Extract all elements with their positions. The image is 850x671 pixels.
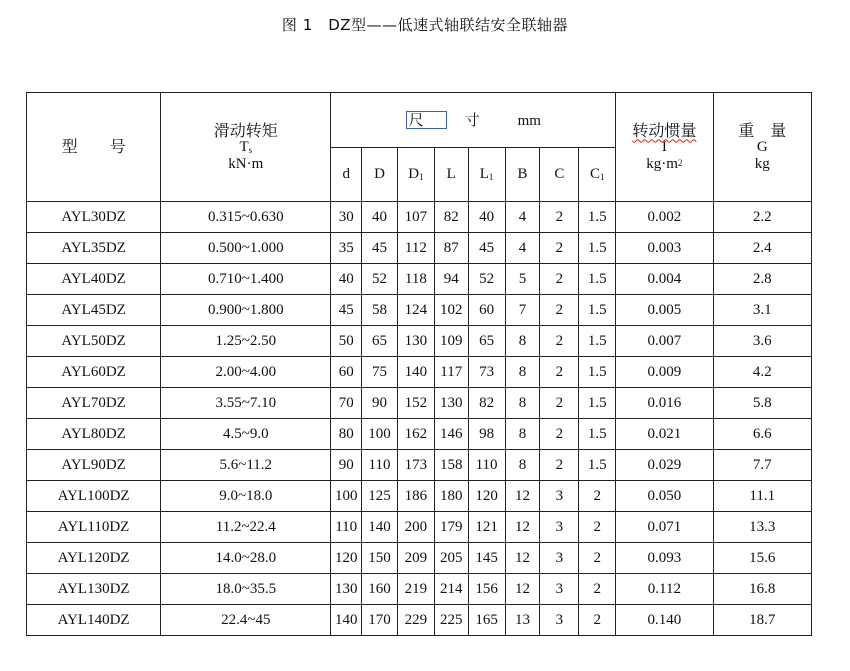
header-size-char2: 寸 xyxy=(464,110,480,129)
cell-d1: 152 xyxy=(397,388,434,419)
table-row xyxy=(27,574,812,605)
cell-torque: 11.2~22.4 xyxy=(161,512,331,543)
cell-l1: 120 xyxy=(468,481,505,512)
cell-model: AYL35DZ xyxy=(27,233,161,264)
cell-b: 8 xyxy=(505,357,540,388)
cell-d1: 112 xyxy=(397,233,434,264)
cell-l: 87 xyxy=(434,233,468,264)
cell-model: AYL70DZ xyxy=(27,388,161,419)
cell-c: 2 xyxy=(540,295,579,326)
cell-d: 150 xyxy=(362,543,398,574)
cell-d: 75 xyxy=(362,357,398,388)
table-row xyxy=(27,512,812,543)
header-model: 型 号 xyxy=(27,93,161,202)
cell-l1: 98 xyxy=(468,419,505,450)
cell-l1: 121 xyxy=(468,512,505,543)
header-dim-L1: $L_1$ xyxy=(468,148,505,202)
cell-b: 12 xyxy=(505,543,540,574)
cell-torque: 0.315~0.630 xyxy=(161,202,331,233)
cell-torque: 9.0~18.0 xyxy=(161,481,331,512)
cell-d: 40 xyxy=(362,202,398,233)
cell-l: 102 xyxy=(434,295,468,326)
cell-d: 110 xyxy=(362,450,398,481)
cell-c1: 2 xyxy=(579,574,616,605)
cell-torque: 5.6~11.2 xyxy=(161,450,331,481)
cell-torque: 1.25~2.50 xyxy=(161,326,331,357)
cell-model: AYL100DZ xyxy=(27,481,161,512)
cell-d: 100 xyxy=(331,481,362,512)
cell-l: 225 xyxy=(434,605,468,636)
cell-d: 140 xyxy=(362,512,398,543)
cell-c: 3 xyxy=(540,481,579,512)
cell-torque: 18.0~35.5 xyxy=(161,574,331,605)
cell-b: 12 xyxy=(505,574,540,605)
cell-g: 2.8 xyxy=(713,264,811,295)
cell-g: 3.6 xyxy=(713,326,811,357)
cell-l1: 82 xyxy=(468,388,505,419)
cell-d: 100 xyxy=(362,419,398,450)
cell-torque: 0.900~1.800 xyxy=(161,295,331,326)
cell-d: 70 xyxy=(331,388,362,419)
cell-d: 80 xyxy=(331,419,362,450)
header-size xyxy=(331,93,616,148)
cell-c: 2 xyxy=(540,233,579,264)
cell-d: 45 xyxy=(362,233,398,264)
table-row xyxy=(27,357,812,388)
table-row xyxy=(27,605,812,636)
cell-c: 2 xyxy=(540,419,579,450)
cell-g: 2.2 xyxy=(713,202,811,233)
cell-l1: 60 xyxy=(468,295,505,326)
coupling-spec-table xyxy=(26,92,812,636)
cell-l1: 110 xyxy=(468,450,505,481)
cell-b: 8 xyxy=(505,419,540,450)
cell-l1: 40 xyxy=(468,202,505,233)
cell-d: 170 xyxy=(362,605,398,636)
header-dim-C1: $C_1$ xyxy=(579,148,616,202)
cell-d1: 209 xyxy=(397,543,434,574)
cell-d1: 219 xyxy=(397,574,434,605)
table-row xyxy=(27,388,812,419)
cell-b: 8 xyxy=(505,326,540,357)
header-size-char1: 尺 xyxy=(406,111,447,130)
cell-d: 40 xyxy=(331,264,362,295)
cell-d1: 140 xyxy=(397,357,434,388)
cell-i: 0.009 xyxy=(616,357,713,388)
figure-title: 图 1 DZ型——低速式轴联结安全联轴器 xyxy=(281,16,569,34)
cell-d: 45 xyxy=(331,295,362,326)
cell-l: 158 xyxy=(434,450,468,481)
table-body xyxy=(27,202,812,636)
cell-c1: 1.5 xyxy=(579,419,616,450)
cell-c: 2 xyxy=(540,388,579,419)
cell-d1: 118 xyxy=(397,264,434,295)
cell-torque: 22.4~45 xyxy=(161,605,331,636)
cell-l1: 145 xyxy=(468,543,505,574)
cell-l1: 156 xyxy=(468,574,505,605)
cell-model: AYL50DZ xyxy=(27,326,161,357)
cell-d: 120 xyxy=(331,543,362,574)
header-weight-symbol: G xyxy=(756,139,768,156)
cell-d1: 229 xyxy=(397,605,434,636)
cell-torque: 14.0~28.0 xyxy=(161,543,331,574)
cell-i: 0.002 xyxy=(616,202,713,233)
cell-g: 4.2 xyxy=(713,357,811,388)
cell-d1: 186 xyxy=(397,481,434,512)
cell-i: 0.093 xyxy=(616,543,713,574)
cell-d1: 124 xyxy=(397,295,434,326)
cell-model: AYL80DZ xyxy=(27,419,161,450)
cell-l: 130 xyxy=(434,388,468,419)
cell-l: 179 xyxy=(434,512,468,543)
cell-i: 0.004 xyxy=(616,264,713,295)
cell-c: 2 xyxy=(540,264,579,295)
table-row xyxy=(27,233,812,264)
cell-d: 110 xyxy=(331,512,362,543)
cell-c: 3 xyxy=(540,605,579,636)
cell-torque: 2.00~4.00 xyxy=(161,357,331,388)
cell-c1: 1.5 xyxy=(579,357,616,388)
cell-b: 4 xyxy=(505,202,540,233)
table-row xyxy=(27,326,812,357)
table-row xyxy=(27,543,812,574)
header-row-top xyxy=(27,93,812,148)
cell-d: 130 xyxy=(331,574,362,605)
cell-torque: 0.710~1.400 xyxy=(161,264,331,295)
cell-d: 58 xyxy=(362,295,398,326)
cell-c1: 1.5 xyxy=(579,295,616,326)
header-dim-D: D xyxy=(362,148,398,202)
cell-i: 0.029 xyxy=(616,450,713,481)
cell-b: 13 xyxy=(505,605,540,636)
cell-c: 2 xyxy=(540,357,579,388)
cell-model: AYL140DZ xyxy=(27,605,161,636)
header-dim-D1: $D_1$ xyxy=(397,148,434,202)
header-weight-name: 重 量 xyxy=(738,120,787,140)
cell-b: 7 xyxy=(505,295,540,326)
cell-model: AYL40DZ xyxy=(27,264,161,295)
cell-c: 3 xyxy=(540,512,579,543)
cell-c1: 1.5 xyxy=(579,202,616,233)
cell-g: 15.6 xyxy=(713,543,811,574)
cell-d1: 162 xyxy=(397,419,434,450)
header-torque-unit: kN·m xyxy=(228,155,264,172)
cell-g: 7.7 xyxy=(713,450,811,481)
cell-i: 0.007 xyxy=(616,326,713,357)
header-inertia-name: 转动惯量 xyxy=(632,120,697,140)
cell-i: 0.003 xyxy=(616,233,713,264)
cell-c1: 1.5 xyxy=(579,233,616,264)
cell-i: 0.021 xyxy=(616,419,713,450)
cell-l: 146 xyxy=(434,419,468,450)
cell-c1: 1.5 xyxy=(579,388,616,419)
cell-c: 2 xyxy=(540,450,579,481)
cell-g: 16.8 xyxy=(713,574,811,605)
cell-c1: 2 xyxy=(579,543,616,574)
cell-g: 3.1 xyxy=(713,295,811,326)
cell-d: 140 xyxy=(331,605,362,636)
cell-l1: 52 xyxy=(468,264,505,295)
cell-torque: 0.500~1.000 xyxy=(161,233,331,264)
cell-model: AYL30DZ xyxy=(27,202,161,233)
cell-c: 3 xyxy=(540,543,579,574)
cell-g: 6.6 xyxy=(713,419,811,450)
header-dim-C: C xyxy=(540,148,579,202)
header-inertia-unit: $kg\cdot m^2$ xyxy=(646,155,683,172)
cell-i: 0.016 xyxy=(616,388,713,419)
cell-l: 82 xyxy=(434,202,468,233)
cell-model: AYL60DZ xyxy=(27,357,161,388)
cell-c1: 2 xyxy=(579,512,616,543)
cell-d: 90 xyxy=(362,388,398,419)
header-torque-name: 滑动转矩 xyxy=(213,120,278,140)
cell-model: AYL110DZ xyxy=(27,512,161,543)
cell-d: 65 xyxy=(362,326,398,357)
cell-c: 2 xyxy=(540,326,579,357)
cell-l: 214 xyxy=(434,574,468,605)
cell-g: 5.8 xyxy=(713,388,811,419)
cell-d: 50 xyxy=(331,326,362,357)
cell-model: AYL130DZ xyxy=(27,574,161,605)
cell-c1: 1.5 xyxy=(579,450,616,481)
cell-b: 5 xyxy=(505,264,540,295)
cell-d: 125 xyxy=(362,481,398,512)
cell-i: 0.112 xyxy=(616,574,713,605)
table-row xyxy=(27,264,812,295)
cell-g: 18.7 xyxy=(713,605,811,636)
table-row xyxy=(27,481,812,512)
cell-g: 11.1 xyxy=(713,481,811,512)
cell-d: 35 xyxy=(331,233,362,264)
cell-c: 2 xyxy=(540,202,579,233)
cell-b: 12 xyxy=(505,481,540,512)
cell-model: AYL45DZ xyxy=(27,295,161,326)
header-weight-unit: kg xyxy=(754,155,770,172)
cell-i: 0.005 xyxy=(616,295,713,326)
cell-d1: 107 xyxy=(397,202,434,233)
header-torque-symbol: $T_s$ xyxy=(239,139,253,156)
table-row xyxy=(27,419,812,450)
cell-d1: 173 xyxy=(397,450,434,481)
cell-i: 0.071 xyxy=(616,512,713,543)
cell-i: 0.140 xyxy=(616,605,713,636)
cell-g: 13.3 xyxy=(713,512,811,543)
cell-c: 3 xyxy=(540,574,579,605)
cell-model: AYL90DZ xyxy=(27,450,161,481)
cell-d: 52 xyxy=(362,264,398,295)
cell-d: 160 xyxy=(362,574,398,605)
cell-c1: 1.5 xyxy=(579,326,616,357)
cell-b: 12 xyxy=(505,512,540,543)
header-torque xyxy=(161,93,331,202)
cell-d: 60 xyxy=(331,357,362,388)
cell-b: 4 xyxy=(505,233,540,264)
header-size-unit: mm xyxy=(517,112,541,129)
cell-l1: 73 xyxy=(468,357,505,388)
header-dim-B: B xyxy=(505,148,540,202)
table-row xyxy=(27,295,812,326)
cell-l: 109 xyxy=(434,326,468,357)
header-weight xyxy=(713,93,811,202)
cell-l: 94 xyxy=(434,264,468,295)
header-dim-L: L xyxy=(434,148,468,202)
cell-g: 2.4 xyxy=(713,233,811,264)
cell-d1: 200 xyxy=(397,512,434,543)
cell-l: 205 xyxy=(434,543,468,574)
cell-l1: 165 xyxy=(468,605,505,636)
cell-l1: 65 xyxy=(468,326,505,357)
cell-l1: 45 xyxy=(468,233,505,264)
cell-model: AYL120DZ xyxy=(27,543,161,574)
cell-l: 117 xyxy=(434,357,468,388)
cell-i: 0.050 xyxy=(616,481,713,512)
cell-l: 180 xyxy=(434,481,468,512)
cell-c1: 2 xyxy=(579,605,616,636)
cell-d: 30 xyxy=(331,202,362,233)
cell-c1: 2 xyxy=(579,481,616,512)
cell-d: 90 xyxy=(331,450,362,481)
cell-b: 8 xyxy=(505,388,540,419)
cell-d1: 130 xyxy=(397,326,434,357)
header-dim-d: d xyxy=(331,148,362,202)
cell-torque: 4.5~9.0 xyxy=(161,419,331,450)
cell-b: 8 xyxy=(505,450,540,481)
cell-c1: 1.5 xyxy=(579,264,616,295)
table-row xyxy=(27,450,812,481)
header-inertia xyxy=(616,93,713,202)
table-row xyxy=(27,202,812,233)
cell-torque: 3.55~7.10 xyxy=(161,388,331,419)
header-inertia-symbol: I xyxy=(661,139,667,156)
